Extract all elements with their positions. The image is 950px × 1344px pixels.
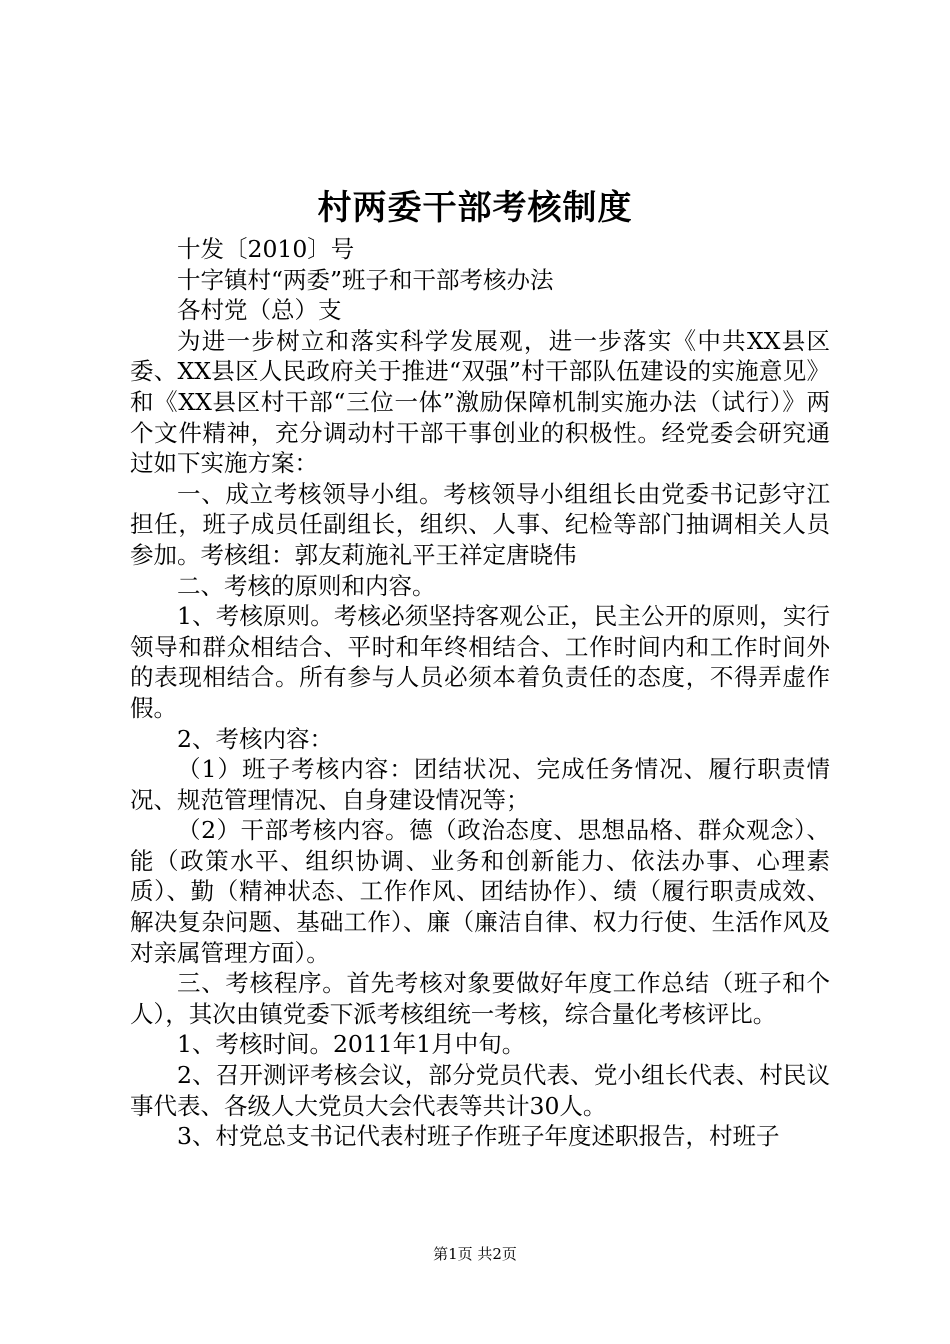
section-heading: 二、考核的原则和内容。: [177, 571, 436, 600]
document-recipient: 各村党（总）支: [177, 296, 342, 325]
document-subtitle: 十字镇村“两委”班子和干部考核办法: [177, 265, 554, 294]
paragraph: 1、考核时间。2011年1月中旬。: [177, 1030, 526, 1059]
paragraph: 1、考核原则。考核必须坚持客观公正，民主公开的原则，实行领导和群众相结合、平时和年终相结合、工作时间内和工作时间外的表现相结合。所有参与人员必须本着负责任的态度，不得弄虚作假。: [130, 602, 830, 722]
paragraph: 为进一步树立和落实科学发展观，进一步落实《中共XX县区委、XX县区人民政府关于推进“双强”村干部队伍建设的实施意见》和《XX县区村干部“三位一体”激励保障机制实施办法（试行）》两个文件精神，充分调动村干部干事创业的积极性。经党委会研究通过如下实施方案：: [130, 326, 830, 478]
paragraph: （2）干部考核内容。德（政治态度、思想品格、群众观念）、能（政策水平、组织协调、业务和创新能力、依法办事、心理素质）、勤（精神状态、工作作风、团结协作）、绩（履行职责成效、解决复杂问题、基础工作）、廉（廉洁自律、权力行使、生活作风及对亲属管理方面）。: [130, 816, 830, 967]
paragraph: 一、成立考核领导小组。考核领导小组组长由党委书记彭守江担任，班子成员任副组长，组织、人事、纪检等部门抽调相关人员参加。考核组：郭友莉施礼平王祥定唐晓伟: [130, 479, 830, 569]
document-number: 十发〔2010〕号: [177, 235, 355, 263]
paragraph: 三、考核程序。首先考核对象要做好年度工作总结（班子和个人），其次由镇党委下派考核组统一考核，综合量化考核评比。: [130, 969, 830, 1028]
document-body: [130, 234, 830, 1152]
document-title: 村两委干部考核制度: [317, 188, 633, 228]
page-footer: 第1页 共2页: [433, 1245, 517, 1263]
subsection-heading: 2、考核内容：: [177, 724, 333, 753]
paragraph: 2、召开测评考核会议，部分党员代表、党小组长代表、村民议事代表、各级人大党员大会代表等共计30人。: [130, 1061, 830, 1120]
paragraph: （1）班子考核内容：团结状况、完成任务情况、履行职责情况、规范管理情况、自身建设情况等；: [130, 755, 830, 814]
paragraph: 3、村党总支书记代表村班子作班子年度述职报告，村班子: [177, 1122, 780, 1151]
